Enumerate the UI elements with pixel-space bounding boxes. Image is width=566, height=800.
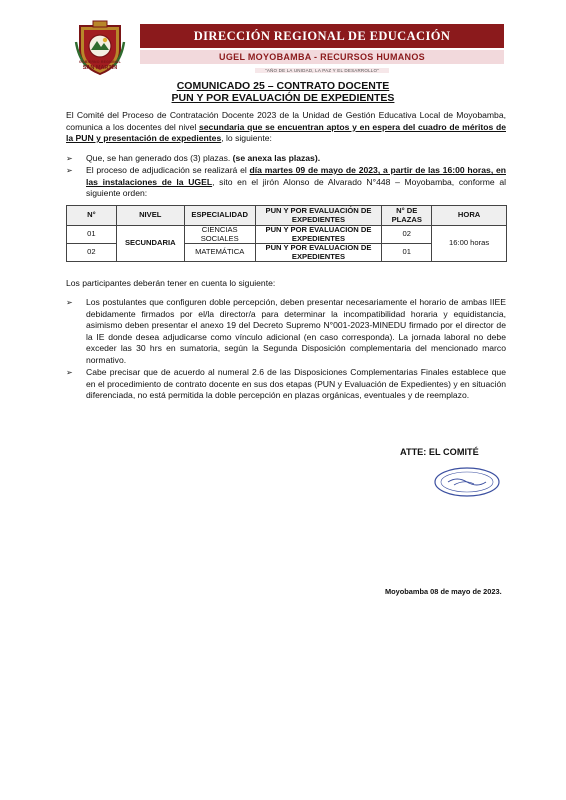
bullet-adjudicacion-t1: El proceso de adjudicación se realizará el <box>86 165 250 175</box>
header-hora: HORA <box>432 206 507 226</box>
intro-paragraph <box>66 110 506 145</box>
bullet-plazas-bold: (se anexa las plazas). <box>232 153 321 163</box>
banner-motto-text: "AÑO DE LA UNIDAD, LA PAZ Y EL DESARROLLO" <box>255 68 389 73</box>
banner-title: DIRECCIÓN REGIONAL DE EDUCACIÓN <box>140 24 504 48</box>
logo-caption-top: GOBIERNO REGIONAL <box>79 60 121 64</box>
bullet-adjudicacion-t2: , sito en el jirón Alonso de Alvarado N°448 – Moyobamba, conforme al siguiente orden: <box>86 176 507 199</box>
header-number: N° <box>67 206 117 226</box>
participants-intro: Los participantes deberán tener en cuenta lo siguiente: <box>66 278 276 288</box>
bullet-adjudicacion-date: día martes 09 de mayo de 2023, a partir de las 16:00 horas, en las instalaciones de la UGEL <box>86 165 506 187</box>
cell-hora: 16:00 horas <box>432 226 507 262</box>
document-title: COMUNICADO 25 – CONTRATO DOCENTE <box>176 80 390 92</box>
cell-number: 01 <box>67 226 117 244</box>
bullet-plazas-main: Que, se han generado dos (3) plazas. <box>86 153 233 163</box>
intro-text-bold: secundaria que se encuentran aptos y en espera del cuadro de méritos de la PUN y presentación de expedientes <box>66 121 506 144</box>
table-header-row <box>67 206 507 226</box>
banner-subtitle: UGEL MOYOBAMBA - RECURSOS HUMANOS <box>140 50 504 64</box>
cell-modalidad: PUN Y POR EVALUACION DE EXPEDIENTES <box>255 226 382 244</box>
cell-plazas: 02 <box>382 226 432 244</box>
arrow-bullet-icon: ➢ <box>66 166 73 175</box>
bullet-doble-percepcion-text: Los postulantes que configuren doble percepción, deben presentar necesariamente el horario de ambas IIEE debidamente firmados por el/la director/a para determinar la incompatibilidad horaria y equidistancia, asimismo deben presentar el anexo 19 del Decreto Supremo N°001-2023-MINEDU firmado por el director de la IE donde desea adjudicarse como vínculo adicional (en caso corresponda). La jornada laboral no debe exceder las 30 hrs en sumatoria, según la Segunda Disposición complementaria del mencionado marco normativo. <box>86 297 506 365</box>
header-especialidad: ESPECIALIDAD <box>184 206 255 226</box>
cell-especialidad: CIENCIAS SOCIALES <box>184 226 255 244</box>
arrow-bullet-icon: ➢ <box>66 368 73 377</box>
plazas-table <box>66 205 507 262</box>
banner-motto <box>140 66 504 74</box>
arrow-bullet-icon: ➢ <box>66 298 73 307</box>
header-modalidad: PUN Y POR EVALUACIÓN DE EXPEDIENTES <box>255 206 382 226</box>
committee-stamp-icon <box>432 466 502 498</box>
header-plazas: N° DE PLAZAS <box>382 206 432 226</box>
cell-modalidad: PUN Y POR EVALUACION DE EXPEDIENTES <box>255 244 382 262</box>
cell-plazas: 01 <box>382 244 432 262</box>
bullet-adjudicacion-text <box>86 165 506 200</box>
intro-text-1: El Comité del Proceso de Contratación Docente 2023 de la Unidad de Gestión Educativa Local de Moyobamba, comunica a los docentes del nivel <box>66 110 506 132</box>
cell-especialidad: MATEMÁTICA <box>184 244 255 262</box>
cell-nivel: SECUNDARIA <box>116 226 184 262</box>
document-date: Moyobamba 08 de mayo de 2023. <box>385 587 502 596</box>
bullet-plazas-text <box>86 153 506 165</box>
logo-caption-bottom: SAN MARTÍN <box>82 65 118 71</box>
bullet-disposiciones-text: Cabe precisar que de acuerdo al numeral 2.6 de las Disposiciones Complementarias Finales establece que en el procedimiento de contrato docente en sus dos etapas (PUN y Evaluación de Expedientes) y en situación diferenciada, no está permitida la doble percepción en plazas orgánicas, eventuales y de reemplazo. <box>86 367 506 401</box>
signature-line: ATTE: EL COMITÉ <box>400 447 479 457</box>
header-nivel: NIVEL <box>116 206 184 226</box>
table-row <box>67 226 507 244</box>
arrow-bullet-icon: ➢ <box>66 154 73 163</box>
cell-number: 02 <box>67 244 117 262</box>
intro-text-2: , lo siguiente: <box>221 133 272 144</box>
document-subtitle: PUN Y POR EVALUACIÓN DE EXPEDIENTES <box>171 92 395 104</box>
